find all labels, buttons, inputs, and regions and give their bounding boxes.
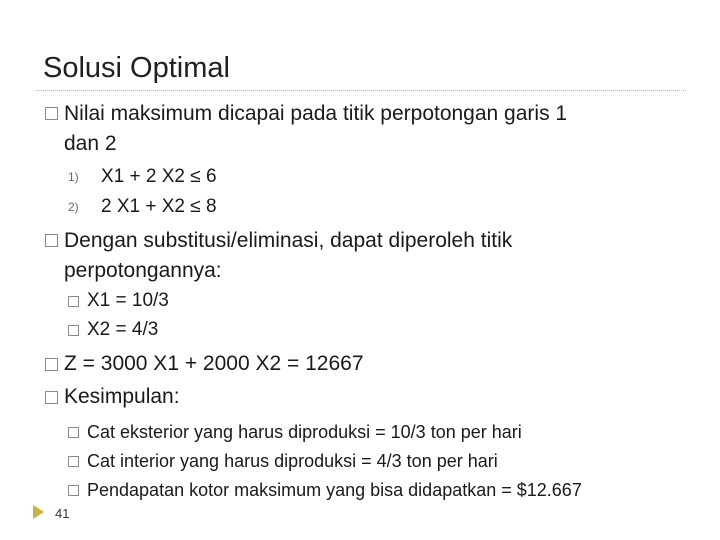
sub-bullet-box-icon	[68, 427, 79, 438]
conclusion-heading: Kesimpulan:	[64, 385, 180, 408]
solution-x2: X2 = 4/3	[87, 319, 159, 340]
objective-value: Z = 3000 X1 + 2000 X2 = 12667	[64, 352, 364, 375]
conclusion-item-3: Pendapatan kotor maksimum yang bisa didapatkan = $12.667	[87, 480, 582, 500]
list-number: 2)	[68, 200, 79, 214]
conclusion-item-1: Cat eksterior yang harus diproduksi = 10/3 ton per hari	[87, 422, 522, 442]
bullet-box-icon	[45, 107, 58, 120]
page-number: 41	[55, 506, 70, 521]
title-divider	[36, 90, 686, 91]
bullet-box-icon	[45, 358, 58, 371]
bullet-1-line-2: dan 2	[64, 132, 117, 155]
sub-bullet-box-icon	[68, 296, 79, 307]
list-number: 1)	[68, 170, 79, 184]
sub-bullet-box-icon	[68, 485, 79, 496]
conclusion-item-2: Cat interior yang harus diproduksi = 4/3 ton per hari	[87, 451, 498, 471]
bullet-2-line-1: Dengan substitusi/eliminasi, dapat diperoleh titik	[64, 229, 513, 252]
solution-x1: X1 = 10/3	[87, 290, 169, 311]
footer-arrow-icon	[33, 505, 44, 519]
constraint-1: X1 + 2 X2 ≤ 6	[101, 166, 217, 187]
sub-bullet-box-icon	[68, 325, 79, 336]
bullet-1-line-1: Nilai maksimum dicapai pada titik perpotongan garis 1	[64, 102, 568, 125]
bullet-2-line-2: perpotongannya:	[64, 259, 222, 282]
bullet-box-icon	[45, 234, 58, 247]
constraint-2: 2 X1 + X2 ≤ 8	[101, 196, 217, 217]
bullet-box-icon	[45, 391, 58, 404]
slide-title: Solusi Optimal	[43, 52, 230, 84]
sub-bullet-box-icon	[68, 456, 79, 467]
